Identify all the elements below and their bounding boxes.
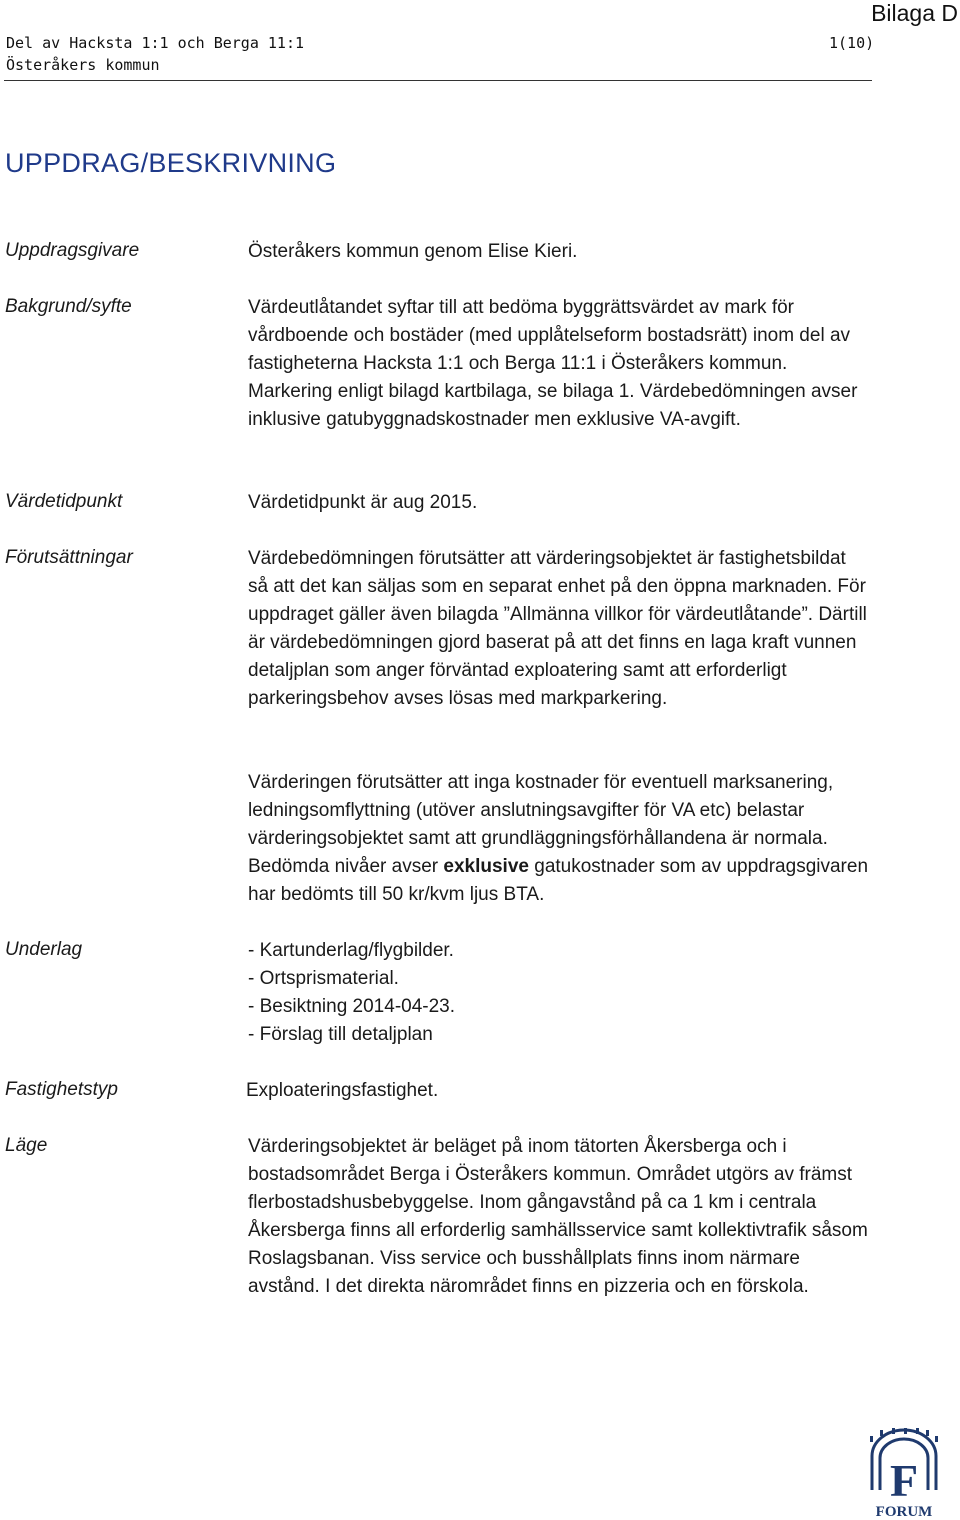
text-bakgrund: Värdeutlåtandet syftar till att bedöma byggrättsvärdet av mark för vårdboende och bostäder (med upplåtelseform bostadsrätt) inom del av fastigheterna Hacksta 1:1 och Berga 11:1 i Österåkers kommun. Markering enligt bilagd kartbilaga, se bilaga 1. Värdebedömningen avser inklusive gatubyggnadskostnader men exklusive VA-avgift. <box>248 297 858 430</box>
label-fastighetstyp: Fastighetstyp <box>5 1079 118 1100</box>
logo-text: FORUM <box>875 1504 933 1518</box>
header-property: Del av Hacksta 1:1 och Berga 11:1 <box>6 34 305 52</box>
text-lage: Värderingsobjektet är beläget på inom tätorten Åkersberga och i bostadsområdet Berga i Österåkers kommun. Området utgörs av främst flerbostadshusbebyggelse. Inom gångavstånd på ca 1 km i centrala Åkersberga finns all erforderlig samhällsservice samt kollektivtrafik såsom Roslagsbanan. Viss service och busshållplats finns inom närmare avstånd. I det direkta närområdet finns en pizzeria och en förskola. <box>248 1136 868 1297</box>
label-bakgrund: Bakgrund/syfte <box>5 296 132 317</box>
forum-logo <box>866 1428 942 1518</box>
appendix-label: Bilaga D <box>871 0 958 26</box>
header-municipality: Österåkers kommun <box>6 56 160 74</box>
list-item: - Kartunderlag/flygbilder. <box>248 940 454 961</box>
page-title: UPPDRAG/BESKRIVNING <box>5 148 337 178</box>
list-underlag <box>248 937 873 1049</box>
header-divider <box>4 80 872 81</box>
logo-letter: F <box>889 1455 919 1506</box>
label-forutsattningar: Förutsättningar <box>5 547 133 568</box>
text-vardetidpunkt: Värdetidpunkt är aug 2015. <box>248 492 478 513</box>
text-forutsattningar-2-pre: Värderingen förutsätter att inga kostnader för eventuell marksanering, ledningsomflyttning (utöver anslutningsavgifter för VA etc) belastar värderingsobjektet samt att grundläggningsförhållandena är normala. Bedömda nivåer avser <box>248 772 834 877</box>
text-forutsattningar-2-post: gatukostnader som av uppdragsgivaren har bedömts till 50 kr/kvm ljus BTA. <box>248 856 869 905</box>
list-item: - Ortsprismaterial. <box>248 968 399 989</box>
emphasis-exklusive: exklusive <box>443 856 529 877</box>
list-item: - Besiktning 2014-04-23. <box>248 996 456 1017</box>
text-fastighetstyp: Exploateringsfastighet. <box>246 1080 439 1101</box>
list-item: - Förslag till detaljplan <box>248 1024 433 1045</box>
text-forutsattningar-2 <box>248 769 870 909</box>
label-vardetidpunkt: Värdetidpunkt <box>5 491 123 512</box>
page-number: 1(10) <box>829 34 875 52</box>
text-uppdragsgivare: Österåkers kommun genom Elise Kieri. <box>248 241 578 262</box>
text-forutsattningar-1: Värdebedömningen förutsätter att värderingsobjektet är fastighetsbildat så att det kan säljas som en separat enhet på den öppna marknaden. För uppdraget gäller även bilagda ”Allmänna villkor för värdeutlåtande”. Därtill är värdebedömningen gjord baserat på att det finns en laga kraft vunnen detaljplan som anger förväntad exploatering samt att erforderligt parkeringsbehov avses lösas med markparkering. <box>248 548 867 709</box>
label-lage: Läge <box>5 1135 48 1156</box>
label-underlag: Underlag <box>5 939 83 960</box>
label-uppdragsgivare: Uppdragsgivare <box>5 240 140 261</box>
